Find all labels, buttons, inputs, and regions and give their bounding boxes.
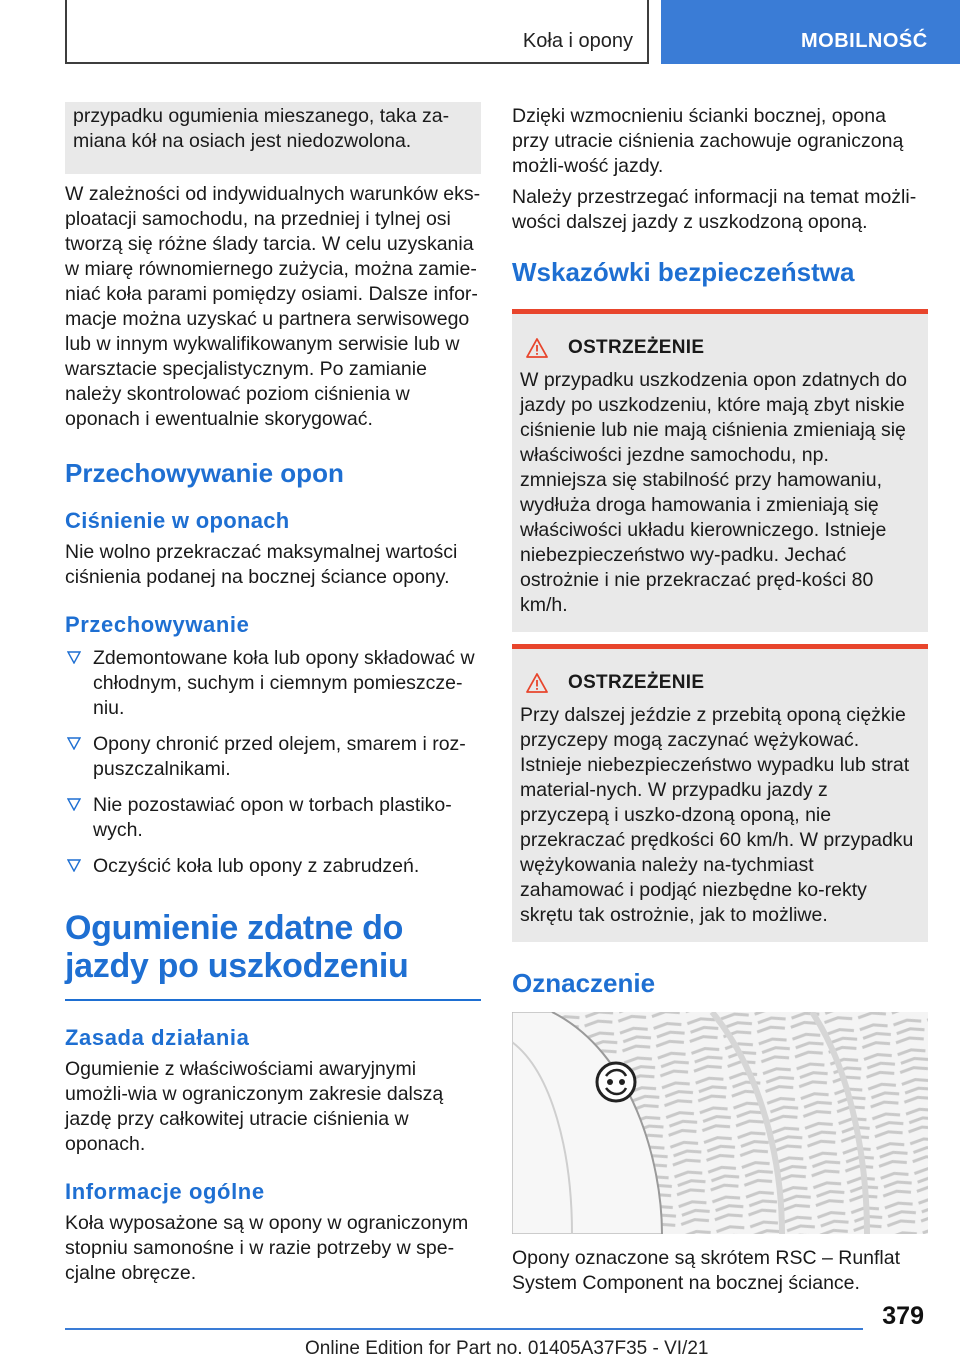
page-number: 379 (882, 1302, 924, 1330)
warning-text: Przy dalszej jeździe z przebitą oponą ciężkie przyczepy mogą zaczynać wężykować. Istnieje niebezpieczeństwo wypadku lub strat material-nych. W przypadku jazdy z przyczepą i uszko-dzoną oponą, nie przekraczać prędkości 60 km/h. W przypadku wężykowania należy na-tychmiast zahamować i podjąć niezbędne ko-rekty skrętu tak ostrożnie, jak to możliwe. (520, 704, 914, 926)
pressure-heading: Ciśnienie w oponach (65, 508, 290, 533)
warning-header (520, 671, 920, 695)
note-box (65, 102, 481, 174)
list-item-text: Oczyścić koła lub opony z zabrudzeń. (93, 855, 420, 877)
storing-heading: Przechowywanie (65, 612, 250, 637)
rotation-paragraph: W zależności od indywidualnych warunków eks-ploatacji samochodu, na przedniej i tylnej osi tworzą się różne ślady tarcia. W celu uzyskania w miarę równomiernego zużycia, można zamie-niać koła parami pomiędzy osiami. Dalsze infor-macje można uzyskać u partnera serwisowego lub w innym wykwalifikowanym serwisie lub w warsztacie specjalistycznym. Po zamianie należy skontrolować poziom ciśnienia w oponach i ewentualnie skorygować. (65, 183, 481, 430)
chapter-title: Koła i opony (522, 30, 633, 52)
warning-triangle-icon (526, 673, 548, 693)
runflat-heading: Ogumienie zdatne do jazdy po uszkodzeniu (65, 909, 409, 985)
triangle-bullet-icon (67, 650, 81, 664)
heading-rule (65, 999, 481, 1001)
list-item (65, 854, 481, 879)
tire-drawing (512, 1012, 928, 1234)
safety-heading: Wskazówki bezpieczeństwa (512, 257, 855, 287)
marking-text: Opony oznaczone są skrótem RSC – Runflat System Component na bocznej ściance. (512, 1247, 901, 1294)
section-tab-label: MOBILNOŚĆ (801, 30, 928, 52)
list-item (65, 732, 481, 782)
footer-rule (65, 1328, 863, 1330)
left-column (65, 102, 481, 1286)
warning-box (512, 644, 928, 942)
principle-heading: Zasada działania (65, 1025, 250, 1050)
triangle-bullet-icon (67, 736, 81, 750)
marking-heading: Oznaczenie (512, 968, 656, 998)
pressure-text: Nie wolno przekraczać maksymalnej wartości ciśnienia podanej na bocznej ściance opony. (65, 541, 458, 588)
storing-list (65, 646, 481, 879)
header-frame (65, 0, 649, 64)
info-paragraph: Należy przestrzegać informacji na temat możli-wości dalszej jazdy z uszkodzoną oponą. (512, 186, 917, 233)
tire-sidewall-illustration (512, 1012, 928, 1234)
warning-box (512, 309, 928, 632)
rsc-symbol-icon (597, 1063, 635, 1101)
triangle-bullet-icon (67, 858, 81, 872)
general-heading: Informacje ogólne (65, 1179, 265, 1204)
list-item-text: Opony chronić przed olejem, smarem i roz-puszczalnikami. (93, 733, 466, 780)
warning-triangle-icon (526, 338, 548, 358)
footer-edition: Online Edition for Part no. 01405A37F35 - VI/21 (305, 1338, 709, 1359)
warning-header (520, 336, 920, 360)
section-tab[interactable] (661, 0, 960, 64)
list-item (65, 646, 481, 721)
list-item (65, 793, 481, 843)
continued-paragraph: Dzięki wzmocnieniu ścianki bocznej, opona przy utracie ciśnienia zachowuje ograniczoną możli-wość jazdy. (512, 105, 904, 177)
list-item-text: Zdemontowane koła lub opony składować w chłodnym, suchym i ciemnym pomieszcze-niu. (93, 647, 475, 719)
warning-text: W przypadku uszkodzenia opon zdatnych do jazdy po uszkodzeniu, które mają zbyt niskie ciśnienie lub nie mają ciśnienia zmieniają się właściwości jezdne samochodu, np. zmniejsza się stabilność przy hamowaniu, wydłuża droga hamowania i zmieniają się właściwości układu kierowniczego. Istnieje niebezpieczeństwo wy-padku. Jechać ostrożnie i nie przekraczać pręd-kości 80 km/h. (520, 369, 907, 616)
list-item-text: Nie pozostawiać opon w torbach plastiko-wych. (93, 794, 452, 841)
principle-text: Ogumienie z właściwościami awaryjnymi umożli-wia w ograniczonym zakresie dalszą jazdę przy całkowitej utracie ciśnienia w oponach. (65, 1058, 444, 1155)
right-column (512, 102, 928, 1296)
note-text: przypadku ogumienia mieszanego, taka za-miana kół na osiach jest niedozwolona. (73, 105, 450, 152)
triangle-bullet-icon (67, 797, 81, 811)
general-text: Koła wyposażone są w opony w ograniczonym stopniu samonośne i w razie potrzeby w spe-cjalne obręcze. (65, 1212, 469, 1284)
storage-heading: Przechowywanie opon (65, 458, 344, 488)
warning-title: OSTRZEŻENIE (568, 672, 705, 693)
warning-title: OSTRZEŻENIE (568, 337, 705, 358)
